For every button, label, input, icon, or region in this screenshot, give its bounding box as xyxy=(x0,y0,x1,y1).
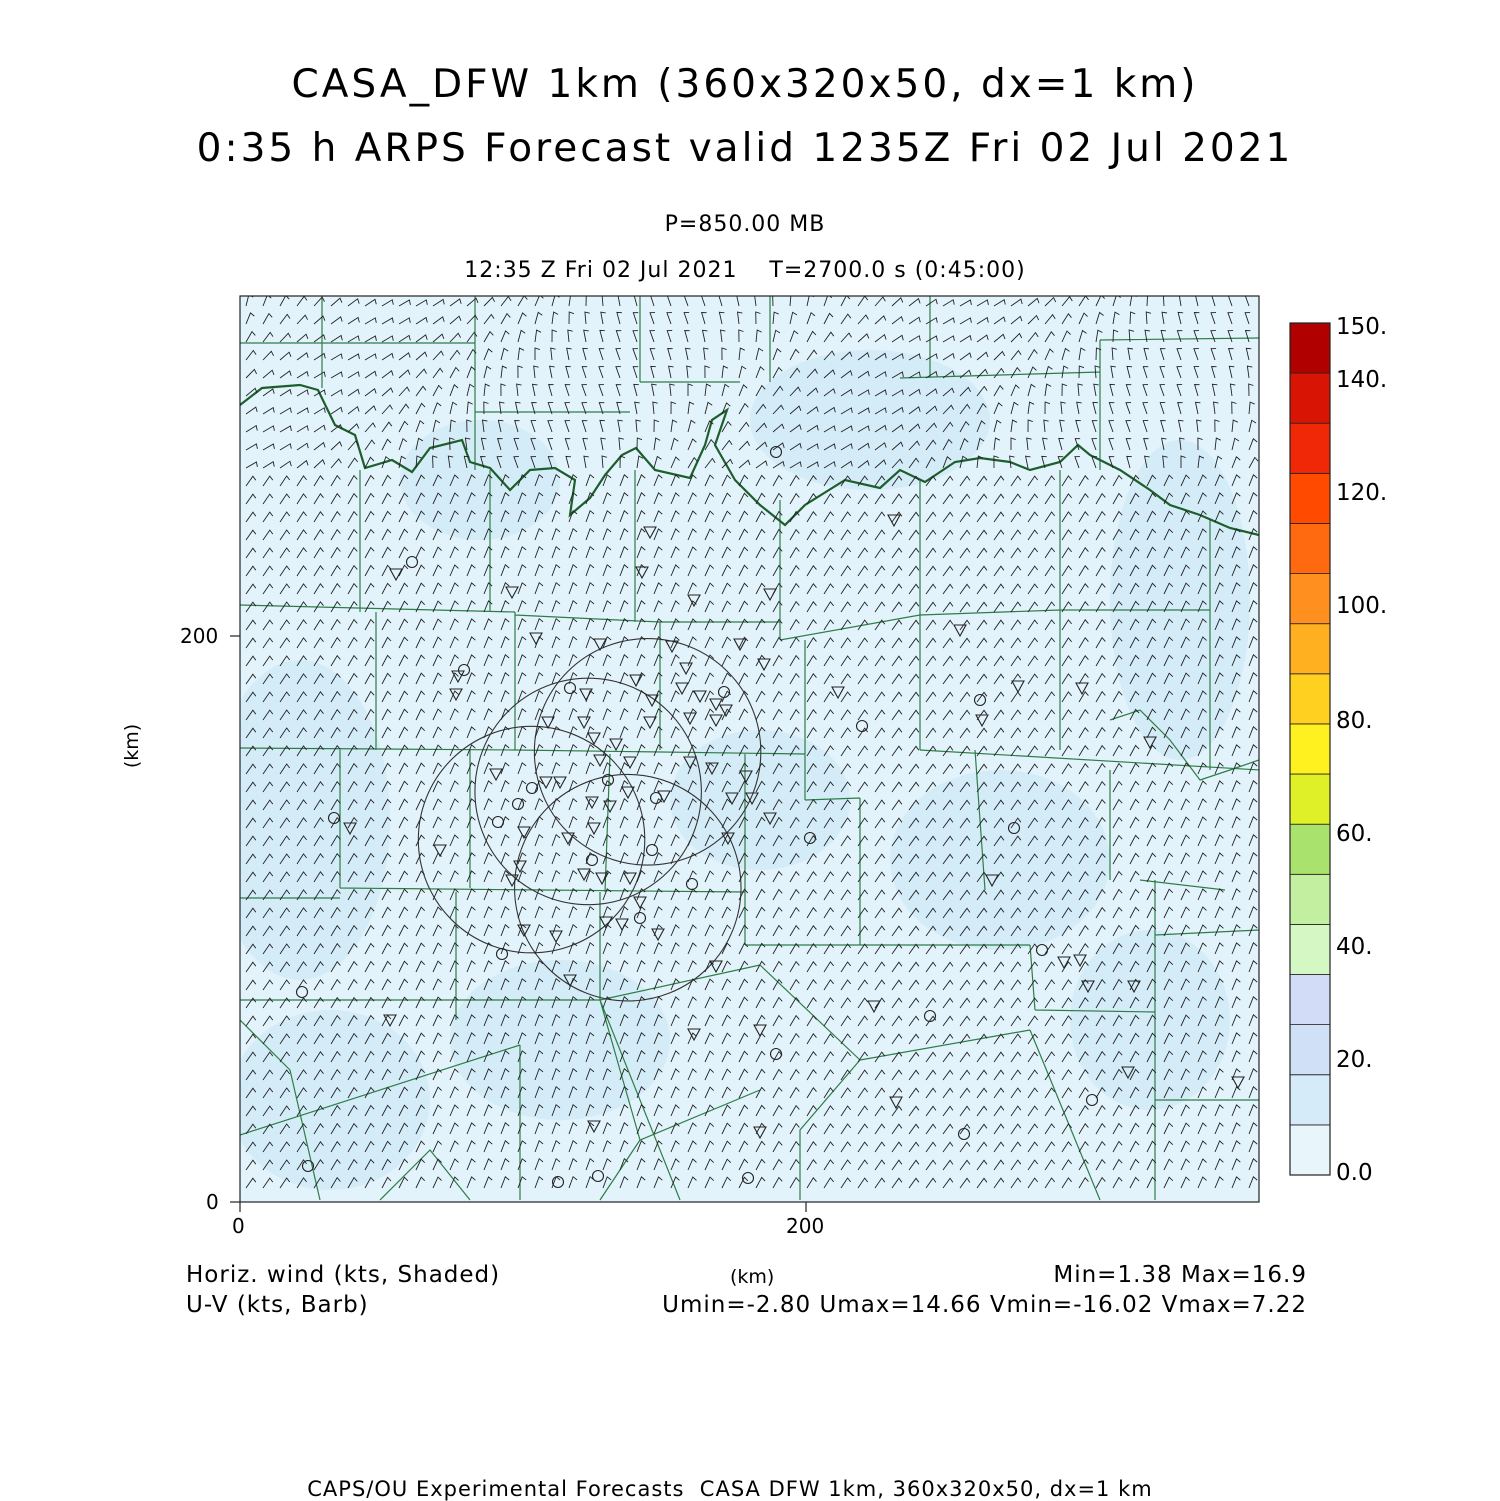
colorbar-swatch xyxy=(1290,373,1330,423)
y-tick-0: 0 xyxy=(206,1190,219,1214)
colorbar-swatch xyxy=(1290,724,1330,774)
shading-blob xyxy=(450,960,670,1120)
uv-min-max-values: Umin=-2.80 Umax=14.66 Vmin=-16.02 Vmax=7.22 xyxy=(662,1292,1307,1318)
colorbar-label: 100. xyxy=(1336,593,1388,619)
colorbar-label: 80. xyxy=(1336,708,1373,734)
valid-time: 12:35 Z Fri 02 Jul 2021 T=2700.0 s (0:45:00) xyxy=(464,258,1026,283)
shading-blob xyxy=(670,730,850,870)
shading-blob xyxy=(400,420,560,540)
x-tick-0: 0 xyxy=(232,1214,245,1238)
shading-blob xyxy=(1110,440,1250,760)
legend-shaded-field: Horiz. wind (kts, Shaded) xyxy=(186,1262,501,1288)
colorbar-swatch xyxy=(1290,774,1330,824)
y-tick-200: 200 xyxy=(180,624,219,648)
colorbar-label: 0.0 xyxy=(1336,1160,1373,1186)
colorbar-label: 150. xyxy=(1336,314,1388,340)
colorbar-label: 120. xyxy=(1336,480,1388,506)
colorbar-swatch xyxy=(1290,524,1330,574)
colorbar-swatch xyxy=(1290,975,1330,1025)
title-line-1: CASA_DFW 1km (360x320x50, dx=1 km) xyxy=(291,62,1199,107)
colorbar-swatch xyxy=(1290,1075,1330,1125)
colorbar-swatch xyxy=(1290,473,1330,523)
colorbar-swatch xyxy=(1290,624,1330,674)
legend-barb-field: U-V (kts, Barb) xyxy=(186,1292,369,1318)
colorbar-label: 60. xyxy=(1336,821,1373,847)
colorbar-swatch xyxy=(1290,1025,1330,1075)
colorbar-swatch xyxy=(1290,1125,1330,1175)
colorbar-swatch xyxy=(1290,924,1330,974)
x-axis-label: (km) xyxy=(730,1266,775,1288)
colorbar-swatch xyxy=(1290,874,1330,924)
footer-credit: CAPS/OU Experimental Forecasts CASA DFW 1km, 360x320x50, dx=1 km xyxy=(307,1477,1153,1501)
colorbar-label: 40. xyxy=(1336,934,1373,960)
pressure-level: P=850.00 MB xyxy=(664,212,826,237)
colorbar-swatch xyxy=(1290,674,1330,724)
shading-blob xyxy=(750,350,990,490)
colorbar-label: 140. xyxy=(1336,367,1388,393)
colorbar-label: 20. xyxy=(1336,1047,1373,1073)
y-axis-label: (km) xyxy=(121,723,144,769)
title-line-2: 0:35 h ARPS Forecast valid 1235Z Fri 02 Jul 2021 xyxy=(196,126,1294,171)
min-max-values: Min=1.38 Max=16.9 xyxy=(1053,1262,1307,1288)
colorbar-swatch xyxy=(1290,323,1330,373)
x-tick-200: 200 xyxy=(786,1214,825,1238)
colorbar-swatch xyxy=(1290,574,1330,624)
colorbar-swatch xyxy=(1290,423,1330,473)
colorbar xyxy=(1290,323,1330,1175)
shading-blob xyxy=(230,1010,430,1190)
shading-blob xyxy=(890,770,1110,950)
colorbar-swatch xyxy=(1290,824,1330,874)
